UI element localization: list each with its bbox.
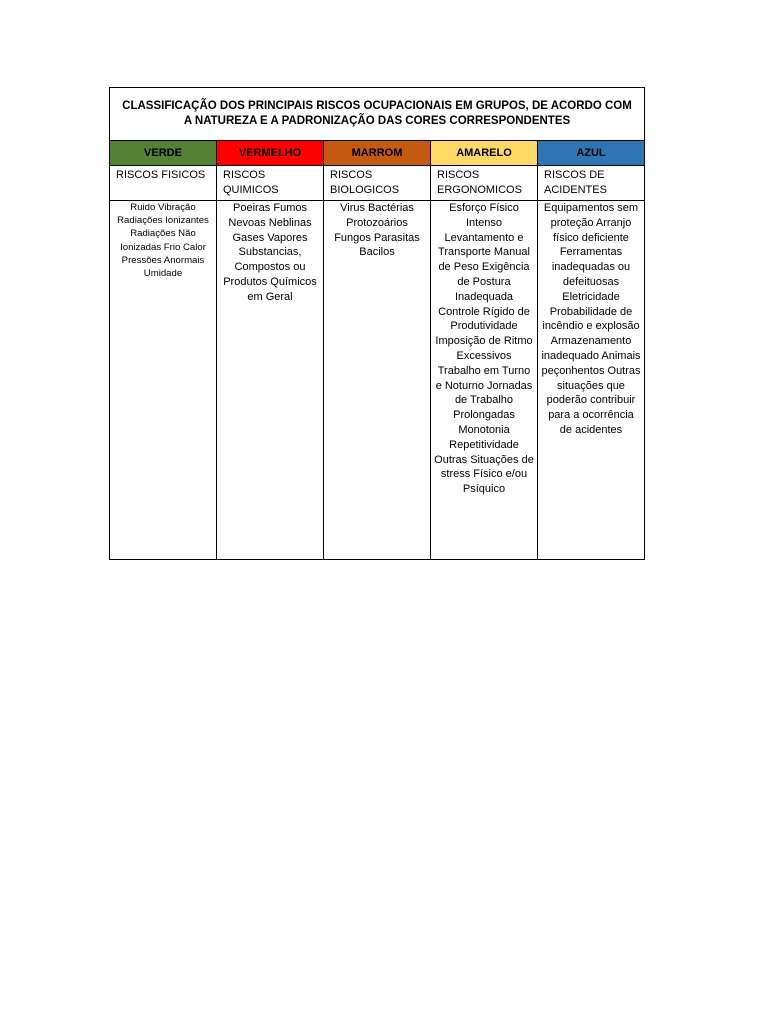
color-cell-azul: [538, 141, 644, 165]
group-cell-acidentes: [538, 166, 644, 200]
color-label-vermelho: VERMELHO: [238, 147, 302, 159]
group-label: RISCOS ERGONOMICOS: [437, 169, 522, 196]
items-row: [110, 201, 644, 559]
group-label: RISCOS QUIMICOS: [223, 169, 279, 196]
items-cell-acidentes: [538, 201, 644, 559]
table-title: CLASSIFICAÇÃO DOS PRINCIPAIS RISCOS OCUPACIONAIS EM GRUPOS, DE ACORDO COM A NATUREZA E A PADRONIZAÇÃO DAS CORES CORRESPONDENTES: [110, 88, 644, 141]
risk-list: Equipamentos sem proteção Arranjo físico deficiente Ferramentas inadequadas ou defeituosas Eletricidade Probabilidade de incêndio e explosão Armazenamento inadequado Animais peçonhentos Outras situações que poderão contribuir para a ocorrência de acidentes: [541, 202, 641, 436]
color-cell-marrom: [324, 141, 431, 165]
color-cell-amarelo: [431, 141, 538, 165]
color-cell-vermelho: [217, 141, 324, 165]
group-label: RISCOS FISICOS: [116, 169, 206, 181]
group-cell-quimicos: [217, 166, 324, 200]
risk-list: Virus Bactérias Protozoários Fungos Parasitas Bacilos: [334, 202, 420, 259]
color-cell-verde: [110, 141, 217, 165]
group-cell-biologicos: [324, 166, 431, 200]
risk-list: Esforço Físico Intenso Levantamento e Transporte Manual de Peso Exigência de Postura Inadequada Controle Rígido de Produtividade Imposição de Ritmo Excessivos Trabalho em Turno e Noturno Jornadas de Trabalho Prolongadas Monotonia Repetitividade Outras Situações de stress Físico e/ou Psíquico: [434, 202, 534, 496]
group-label: RISCOS BIOLOGICOS: [330, 169, 400, 196]
group-row: [110, 166, 644, 201]
risk-list: Ruido Vibração Radiações Ionizantes Radiações Não Ionizadas Frio Calor Pressões Anormais Umidade: [117, 202, 209, 280]
group-cell-fisicos: [110, 166, 217, 200]
items-cell-biologicos: [324, 201, 431, 559]
color-label-azul: AZUL: [576, 147, 606, 159]
group-label: RISCOS DE ACIDENTES: [544, 169, 607, 196]
items-cell-quimicos: [217, 201, 324, 559]
group-cell-ergonomicos: [431, 166, 538, 200]
items-cell-ergonomicos: [431, 201, 538, 559]
items-cell-fisicos: [110, 201, 217, 559]
risk-list: Poeiras Fumos Nevoas Neblinas Gases Vapores Substancias, Compostos ou Produtos Químicos em Geral: [223, 202, 317, 303]
color-label-amarelo: AMARELO: [456, 147, 512, 159]
risk-classification-table: [109, 87, 645, 560]
color-label-marrom: MARROM: [351, 147, 403, 159]
color-label-verde: VERDE: [144, 147, 182, 159]
color-header-row: [110, 141, 644, 166]
